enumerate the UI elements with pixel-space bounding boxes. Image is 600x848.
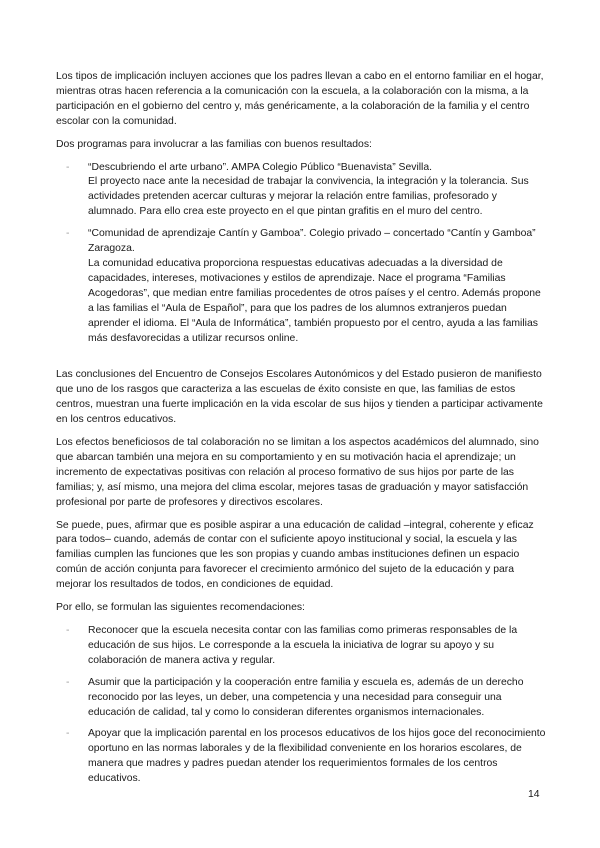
aspiration-paragraph: Se puede, pues, afirmar que es posible aspirar a una educación de calidad –integral, coherente y eficaz para todos– cuando, además de contar con el suficiente apoyo institucional y social, la escuela y las familias cumplen las funciones que les son propias y cuando ambas instituciones definen un espacio común de acción conjunta para favorecer el crecimiento armónico del sujeto de la educación y para mejorar los resultados de todos, en condiciones de equidad. xyxy=(56,519,534,591)
recommendation-text: Asumir que la participación y la cooperación entre familia y escuela es, además de un derecho reconocido por las leyes, un deber, una competencia y una necesidad para conseguir una educación de calidad, tal y como lo consideran diferentes organismos internacionales. xyxy=(88,676,524,718)
list-dash: - xyxy=(66,728,70,740)
recommendation-text: Apoyar que la implicación parental en los procesos educativos de los hijos goce del reconocimiento oportuno en las normas laborales y de la flexibilidad conveniente en los horarios escolares, de manera que madres y padres puedan atender los requerimientos formales de los centros educativos. xyxy=(88,728,546,785)
list-dash: - xyxy=(66,676,70,688)
list-dash: - xyxy=(66,228,70,240)
recommendations-list xyxy=(56,624,546,787)
program-body: El proyecto nace ante la necesidad de trabajar la convivencia, la integración y la tolerancia. Sus actividades pretenden acercar culturas y mejorar la relación entre familias, profesorado y alumnado. Para ello crea este proyecto en el que pintan grafitis en el muro del centro. xyxy=(88,176,529,218)
recommendations-heading: Por ello, se formulan las siguientes recomendaciones: xyxy=(56,602,305,614)
document-page xyxy=(56,70,546,795)
page-number: 14 xyxy=(528,789,540,800)
list-dash: - xyxy=(66,625,70,636)
intro-paragraph: Los tipos de implicación incluyen acciones que los padres llevan a cabo en el entorno familiar en el hogar, mientras otras hacen referencia a la comunicación con la escuela, a la colaboración con la misma, a la participación en el gobierno del centro y, más genéricamente, a la colaboración de la familia y el centro escolar con la comunidad. xyxy=(56,71,544,127)
recommendation-item xyxy=(56,676,546,721)
recommendation-item xyxy=(56,624,546,669)
section-gap xyxy=(56,354,546,368)
effects-paragraph: Los efectos beneficiosos de tal colaboración no se limitan a los aspectos académicos del alumnado, sino que abarcan también una mejora en su comportamiento y en su motivación hacia el aprendizaje; un incremento de expectativas positivas con relación al proceso formativo de sus hijos por parte de las familias; y, así mismo, una mejora del clima escolar, mejores tasas de graduación y mayor satisfacción profesional por parte de profesores y directivos escolares. xyxy=(56,437,539,508)
recommendation-text: Reconocer que la escuela necesita contar con las familias como primeras responsables de la educación de sus hijos. Le corresponde a la escuela la iniciativa de lograr su apoyo y su colaboración de manera activa y regular. xyxy=(88,625,518,666)
conclusions-paragraph: Las conclusiones del Encuentro de Consejos Escolares Autonómicos y del Estado pusieron de manifiesto que uno de los rasgos que caracteriza a las escuelas de éxito consiste en que, las familias de estos centros, muestran una fuerte implicación en la vida escolar de sus hijos y tienden a participar activamente en los centros educativos. xyxy=(56,369,543,426)
program-item xyxy=(56,161,546,221)
programs-heading: Dos programas para involucrar a las familias con buenos resultados: xyxy=(56,138,372,150)
program-body: La comunidad educativa proporciona respuestas educativas adecuadas a la diversidad de capacidades, intereses, motivaciones y estilos de aprendizaje. Nace el programa “Familias Acogedoras”, que median entre familias procedentes de otros países y el centro. Además propone a las familias el “Aula de Español”, para que los padres de los alumnos extranjeros puedan aprender el idioma. El “Aula de Informática”, también propuesto por el centro, ayuda a las familias más desfavorecidas a utilizar recursos online. xyxy=(88,257,541,344)
programs-list xyxy=(56,161,546,347)
program-title: “Descubriendo el arte urbano”. AMPA Colegio Público “Buenavista” Sevilla. xyxy=(88,161,433,173)
program-title: “Comunidad de aprendizaje Cantín y Gamboa”. Colegio privado – concertado “Cantín y Gamboa” Zaragoza. xyxy=(88,228,536,255)
recommendation-item xyxy=(56,727,546,787)
program-item xyxy=(56,227,546,346)
list-dash: - xyxy=(66,161,70,173)
